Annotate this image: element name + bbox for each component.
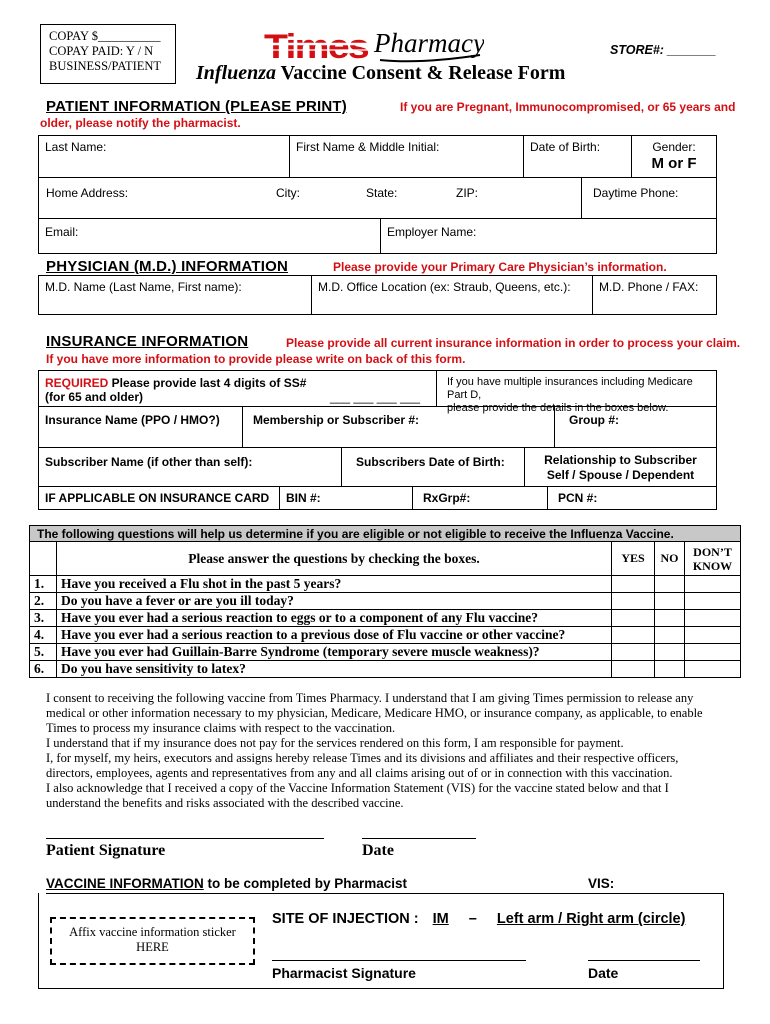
md-phone-field[interactable]: M.D. Phone / FAX: bbox=[592, 275, 717, 315]
dont-know-checkbox[interactable] bbox=[685, 661, 741, 678]
eligibility-banner: The following questions will help us determine if you are eligible or not eligible to receive the Influenza Vaccine. bbox=[29, 525, 741, 542]
if-applicable-label: IF APPLICABLE ON INSURANCE CARD bbox=[38, 486, 280, 510]
patient-info-header: PATIENT INFORMATION (PLEASE PRINT) bbox=[46, 98, 347, 115]
gender-field[interactable]: Gender: M or F bbox=[631, 135, 717, 178]
rxgrp-field[interactable]: RxGrp#: bbox=[412, 486, 548, 510]
question-text: Have you ever had a serious reaction to eggs or to a component of any Flu vaccine? bbox=[56, 610, 611, 627]
zip-label[interactable]: ZIP: bbox=[456, 186, 479, 200]
no-checkbox[interactable] bbox=[655, 610, 685, 627]
no-checkbox[interactable] bbox=[655, 627, 685, 644]
physician-info-header: PHYSICIAN (M.D.) INFORMATION bbox=[46, 258, 288, 275]
logo-icon bbox=[262, 24, 484, 66]
no-checkbox[interactable] bbox=[655, 661, 685, 678]
title-influenza: Influenza bbox=[196, 62, 277, 84]
dont-know-checkbox[interactable] bbox=[685, 610, 741, 627]
no-checkbox[interactable] bbox=[655, 576, 685, 593]
yes-checkbox[interactable] bbox=[612, 627, 655, 644]
insurance-notice-a: Please provide all current insurance information in order to process your claim. bbox=[286, 336, 741, 350]
question-text: Have you ever had Guillain-Barre Syndrome (temporary severe muscle weakness)? bbox=[56, 644, 611, 661]
first-name-field[interactable]: First Name & Middle Initial: bbox=[289, 135, 524, 178]
city-label[interactable]: City: bbox=[276, 186, 300, 200]
question-row: 2. Do you have a fever or are you ill today? bbox=[30, 593, 741, 610]
logo-script: Pharmacy bbox=[374, 28, 484, 58]
yes-checkbox[interactable] bbox=[612, 661, 655, 678]
form-title bbox=[196, 62, 565, 85]
copay-box bbox=[40, 24, 176, 84]
membership-field[interactable]: Membership or Subscriber #: bbox=[242, 406, 555, 448]
sticker-area[interactable]: Affix vaccine information sticker HERE bbox=[50, 917, 255, 965]
pharmacist-date-line[interactable] bbox=[588, 960, 700, 961]
logo-brand: Times bbox=[264, 28, 369, 66]
question-row: 5. Have you ever had Guillain-Barre Syndrome (temporary severe muscle weakness)? bbox=[30, 644, 741, 661]
patient-signature-line[interactable] bbox=[46, 838, 324, 839]
bin-field[interactable]: BIN #: bbox=[279, 486, 413, 510]
gender-options: M or F bbox=[651, 155, 697, 172]
questions-header-row bbox=[30, 542, 741, 576]
questions-table bbox=[29, 541, 741, 678]
question-text: Do you have a fever or are you ill today? bbox=[56, 593, 611, 610]
question-text: Have you received a Flu shot in the past 5 years? bbox=[56, 576, 611, 593]
subscriber-dob-field[interactable]: Subscribers Date of Birth: bbox=[341, 447, 525, 487]
patient-date-label: Date bbox=[362, 842, 394, 859]
ss-blanks: ___ ___ ___ ___ bbox=[330, 390, 421, 404]
yes-checkbox[interactable] bbox=[612, 610, 655, 627]
yes-checkbox[interactable] bbox=[612, 593, 655, 610]
md-name-field[interactable]: M.D. Name (Last Name, First name): bbox=[38, 275, 312, 315]
consent-text: I consent to receiving the following vaccine from Times Pharmacy. I understand that I am giving Times permission to release any medical or other information necessary to my physician, Medicare, Medicare HMO, or insurance company, as applicable, to enable Times to process my insurance claims with respect to the vaccination. I understand that if my insurance does not pay for the services rendered on this form, I am responsible for payment. I, for myself, my heirs, executors and assigns hereby release Times and its divisions and affiliates and their respective officers, directors, employees, agents and representatives from any and all claims arising out of or in connection with this vaccination. I also acknowledge that I received a copy of the Vaccine Information Statement (VIS) for the vaccine stated below and that I understand the benefits and risks associated with the described vaccine. bbox=[46, 691, 703, 810]
dont-know-checkbox[interactable] bbox=[685, 627, 741, 644]
title-rest: Vaccine Consent & Release Form bbox=[276, 62, 566, 84]
last-name-field[interactable]: Last Name: bbox=[38, 135, 290, 178]
group-field[interactable]: Group #: bbox=[554, 406, 717, 448]
dont-know-column-header: DON’T KNOW bbox=[685, 542, 741, 576]
email-field[interactable]: Email: bbox=[38, 218, 381, 254]
yes-column-header: YES bbox=[612, 542, 655, 576]
question-row: 6. Do you have sensitivity to latex? bbox=[30, 661, 741, 678]
pharmacist-signature-label: Pharmacist Signature bbox=[272, 965, 416, 981]
patient-notice-a: If you are Pregnant, Immunocompromised, or 65 years and bbox=[400, 100, 736, 114]
injection-site-row: SITE OF INJECTION : IM – Left arm / Right arm (circle) bbox=[272, 911, 686, 927]
ss-digits-field[interactable]: REQUIRED Please provide last 4 digits of SS# (for 65 and older) bbox=[38, 370, 437, 407]
insurance-notice-b: If you have more information to provide please write on back of this form. bbox=[46, 352, 466, 366]
vis-label: VIS: bbox=[588, 876, 615, 891]
no-checkbox[interactable] bbox=[655, 593, 685, 610]
state-label[interactable]: State: bbox=[366, 186, 398, 200]
pcn-field[interactable]: PCN #: bbox=[547, 486, 717, 510]
physician-notice: Please provide your Primary Care Physician’s information. bbox=[333, 260, 667, 274]
question-row: 1. Have you received a Flu shot in the past 5 years? bbox=[30, 576, 741, 593]
copay-amount: COPAY $__________ bbox=[49, 29, 161, 43]
yes-checkbox[interactable] bbox=[612, 644, 655, 661]
dob-field[interactable]: Date of Birth: bbox=[523, 135, 632, 178]
dont-know-checkbox[interactable] bbox=[685, 576, 741, 593]
business-patient: BUSINESS/PATIENT bbox=[49, 59, 162, 73]
question-text: Have you ever had a serious reaction to a previous dose of Flu vaccine or other vaccine? bbox=[56, 627, 611, 644]
im-option[interactable]: IM bbox=[432, 911, 449, 927]
md-office-field[interactable]: M.D. Office Location (ex: Straub, Queens, etc.): bbox=[311, 275, 593, 315]
home-address-label[interactable]: Home Address: bbox=[46, 186, 129, 200]
arm-options[interactable]: Left arm / Right arm (circle) bbox=[496, 911, 686, 927]
relationship-field[interactable]: Relationship to Subscriber Self / Spouse / Dependent bbox=[524, 447, 717, 487]
question-text: Do you have sensitivity to latex? bbox=[56, 661, 611, 678]
store-number: STORE#: _______ bbox=[610, 43, 717, 57]
dont-know-checkbox[interactable] bbox=[685, 644, 741, 661]
insurance-info-header: INSURANCE INFORMATION bbox=[46, 333, 249, 350]
subscriber-name-field[interactable]: Subscriber Name (if other than self): bbox=[38, 447, 342, 487]
no-checkbox[interactable] bbox=[655, 644, 685, 661]
patient-date-line[interactable] bbox=[362, 838, 476, 839]
multi-insurance-note: If you have multiple insurances including Medicare Part D, please provide the details in the boxes below. bbox=[436, 370, 717, 407]
insurance-name-field[interactable]: Insurance Name (PPO / HMO?) bbox=[38, 406, 243, 448]
patient-signature-label: Patient Signature bbox=[46, 842, 166, 859]
times-pharmacy-logo bbox=[262, 24, 484, 66]
no-column-header: NO bbox=[655, 542, 685, 576]
copay-paid: COPAY PAID: Y / N bbox=[49, 44, 154, 58]
pharmacist-signature-line[interactable] bbox=[272, 960, 526, 961]
daytime-phone-field[interactable]: Daytime Phone: bbox=[581, 177, 717, 219]
pharmacist-date-label: Date bbox=[588, 965, 619, 981]
question-instruction: Please answer the questions by checking the boxes. bbox=[56, 542, 611, 576]
employer-field[interactable]: Employer Name: bbox=[380, 218, 717, 254]
question-row: 3. Have you ever had a serious reaction to eggs or to a component of any Flu vaccine? bbox=[30, 610, 741, 627]
vaccine-info-header: VACCINE INFORMATION to be completed by Pharmacist bbox=[46, 876, 408, 891]
dont-know-checkbox[interactable] bbox=[685, 593, 741, 610]
yes-checkbox[interactable] bbox=[612, 576, 655, 593]
question-row: 4. Have you ever had a serious reaction to a previous dose of Flu vaccine or other vaccine? bbox=[30, 627, 741, 644]
patient-notice-b: older, please notify the pharmacist. bbox=[40, 116, 241, 130]
